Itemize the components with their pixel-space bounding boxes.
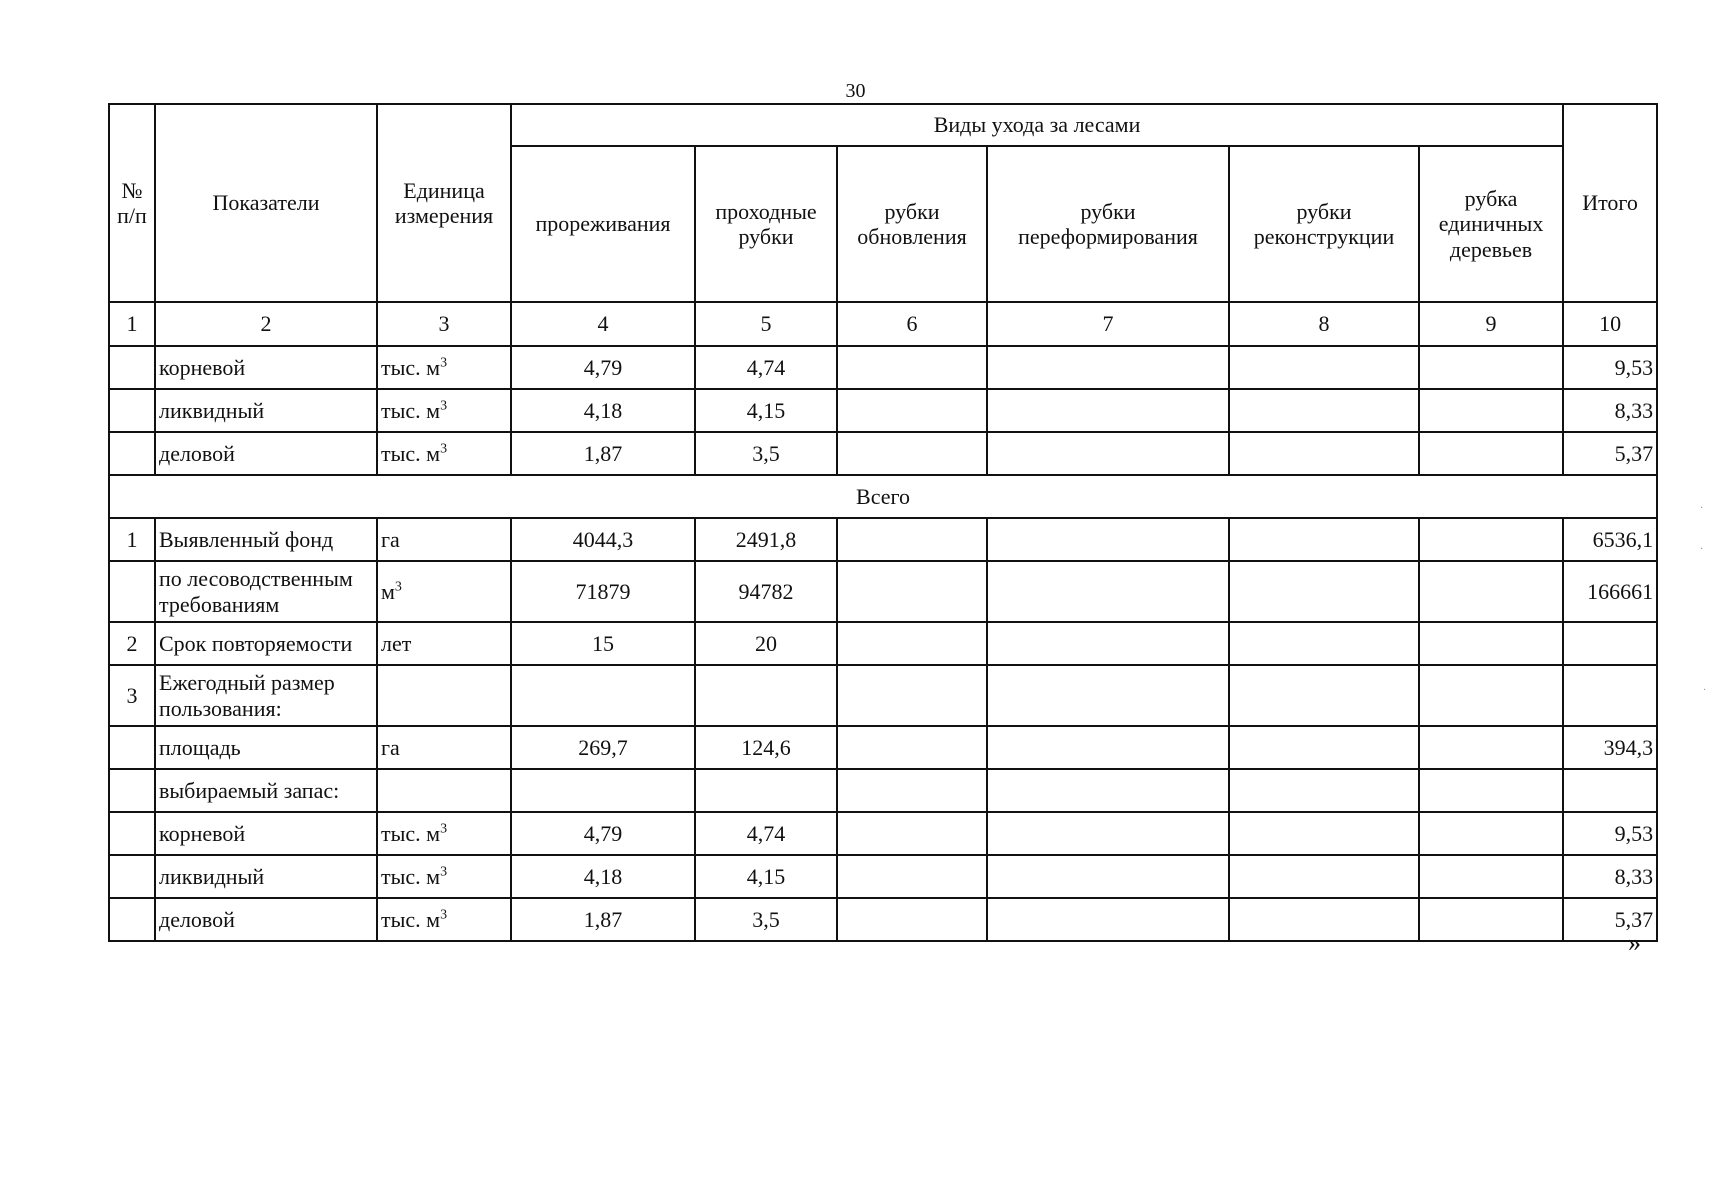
value-cell — [837, 622, 987, 665]
value-cell — [1229, 898, 1419, 941]
value-cell — [987, 346, 1229, 389]
header-type: рубки реконструкции — [1229, 146, 1419, 302]
value-cell — [1419, 346, 1563, 389]
top-rows — [109, 346, 1657, 475]
total-cell: 394,3 — [1563, 726, 1657, 769]
total-cell: 5,37 — [1563, 898, 1657, 941]
row-indicator: по лесоводственным требованиям — [155, 561, 377, 622]
value-cell — [987, 518, 1229, 561]
value-cell — [837, 812, 987, 855]
value-cell — [1229, 665, 1419, 726]
row-indicator: деловой — [155, 898, 377, 941]
header-row-1 — [109, 104, 1657, 146]
header-unit: Единица измерения — [377, 104, 511, 302]
header-num: № п/п — [109, 104, 155, 302]
total-cell: 8,33 — [1563, 855, 1657, 898]
value-cell — [1229, 518, 1419, 561]
value-cell — [1229, 389, 1419, 432]
continuation-mark: » — [1628, 928, 1641, 957]
scan-mark: · — [1703, 685, 1707, 696]
total-cell — [1563, 769, 1657, 812]
row-number: 1 — [109, 518, 155, 561]
unit-superscript: 3 — [440, 355, 448, 371]
row-unit — [377, 726, 511, 769]
column-number: 5 — [695, 302, 837, 346]
value-cell — [837, 432, 987, 475]
table-row — [109, 561, 1657, 622]
value-cell: 1,87 — [511, 432, 695, 475]
value-cell — [837, 389, 987, 432]
table-row — [109, 726, 1657, 769]
row-indicator: ликвидный — [155, 855, 377, 898]
value-cell: 4,15 — [695, 389, 837, 432]
row-number — [109, 561, 155, 622]
value-cell — [837, 346, 987, 389]
unit-text: м — [381, 578, 395, 604]
unit-text: тыс. м — [381, 440, 441, 466]
row-number — [109, 432, 155, 475]
scan-mark: · — [1700, 544, 1704, 555]
unit-superscript: 3 — [440, 821, 448, 837]
value-cell — [1229, 769, 1419, 812]
value-cell — [1419, 622, 1563, 665]
value-cell — [837, 665, 987, 726]
value-cell: 124,6 — [695, 726, 837, 769]
header-type: проходные рубки — [695, 146, 837, 302]
value-cell — [987, 898, 1229, 941]
value-cell: 269,7 — [511, 726, 695, 769]
value-cell — [1229, 726, 1419, 769]
value-cell — [987, 812, 1229, 855]
value-cell — [511, 665, 695, 726]
total-cell: 5,37 — [1563, 432, 1657, 475]
row-unit — [377, 769, 511, 812]
value-cell — [1419, 561, 1563, 622]
total-cell — [1563, 622, 1657, 665]
row-unit — [377, 812, 511, 855]
value-cell — [837, 855, 987, 898]
table-row — [109, 665, 1657, 726]
value-cell — [1229, 855, 1419, 898]
value-cell — [987, 726, 1229, 769]
value-cell — [1419, 855, 1563, 898]
unit-superscript: 3 — [440, 907, 448, 923]
unit-superscript: 3 — [440, 398, 448, 414]
column-number: 4 — [511, 302, 695, 346]
row-indicator: корневой — [155, 346, 377, 389]
table-row — [109, 389, 1657, 432]
header-care-types-group: Виды ухода за лесами — [511, 104, 1563, 146]
column-number-row — [109, 302, 1657, 346]
value-cell: 3,5 — [695, 432, 837, 475]
row-number — [109, 346, 155, 389]
value-cell: 4,18 — [511, 855, 695, 898]
value-cell — [837, 518, 987, 561]
row-number — [109, 898, 155, 941]
row-number — [109, 855, 155, 898]
value-cell — [1419, 518, 1563, 561]
row-unit — [377, 561, 511, 622]
value-cell — [1229, 561, 1419, 622]
value-cell — [1419, 769, 1563, 812]
table-row — [109, 812, 1657, 855]
table-row — [109, 518, 1657, 561]
value-cell — [1229, 622, 1419, 665]
value-cell: 4,74 — [695, 346, 837, 389]
value-cell — [1229, 432, 1419, 475]
row-unit — [377, 622, 511, 665]
row-number — [109, 726, 155, 769]
row-number — [109, 389, 155, 432]
value-cell — [987, 432, 1229, 475]
row-unit — [377, 432, 511, 475]
row-indicator: деловой — [155, 432, 377, 475]
table-row — [109, 432, 1657, 475]
value-cell: 94782 — [695, 561, 837, 622]
unit-text: тыс. м — [381, 863, 441, 889]
row-unit — [377, 665, 511, 726]
page-number: 30 — [845, 80, 866, 102]
value-cell: 2491,8 — [695, 518, 837, 561]
value-cell — [1419, 898, 1563, 941]
value-cell: 4044,3 — [511, 518, 695, 561]
value-cell: 4,79 — [511, 812, 695, 855]
table-row — [109, 898, 1657, 941]
value-cell — [1419, 389, 1563, 432]
value-cell — [987, 855, 1229, 898]
value-cell — [837, 726, 987, 769]
unit-text: га — [381, 734, 400, 760]
bottom-rows — [109, 518, 1657, 941]
value-cell: 4,74 — [695, 812, 837, 855]
value-cell — [987, 389, 1229, 432]
row-indicator: Срок повторяемости — [155, 622, 377, 665]
column-number: 9 — [1419, 302, 1563, 346]
value-cell — [695, 665, 837, 726]
value-cell — [1229, 812, 1419, 855]
row-indicator: площадь — [155, 726, 377, 769]
row-unit — [377, 855, 511, 898]
row-unit — [377, 346, 511, 389]
column-number: 7 — [987, 302, 1229, 346]
value-cell: 20 — [695, 622, 837, 665]
unit-superscript: 3 — [440, 441, 448, 457]
header-type: рубки обновления — [837, 146, 987, 302]
column-number: 6 — [837, 302, 987, 346]
unit-text: га — [381, 526, 400, 552]
column-number: 10 — [1563, 302, 1657, 346]
value-cell — [1419, 432, 1563, 475]
value-cell — [1229, 346, 1419, 389]
value-cell — [837, 898, 987, 941]
column-number: 3 — [377, 302, 511, 346]
table-row — [109, 855, 1657, 898]
row-indicator: Ежегодный размер пользования: — [155, 665, 377, 726]
value-cell — [987, 665, 1229, 726]
column-number: 1 — [109, 302, 155, 346]
table-row — [109, 622, 1657, 665]
section-title: Всего — [109, 475, 1657, 518]
row-indicator: корневой — [155, 812, 377, 855]
scan-mark: · — [1700, 503, 1704, 514]
header-type: рубка единичных деревьев — [1419, 146, 1563, 302]
value-cell — [1419, 726, 1563, 769]
table-row — [109, 769, 1657, 812]
row-unit — [377, 518, 511, 561]
row-number: 3 — [109, 665, 155, 726]
section-row — [109, 475, 1657, 518]
unit-text: тыс. м — [381, 906, 441, 932]
header-type: прореживания — [511, 146, 695, 302]
value-cell: 4,15 — [695, 855, 837, 898]
value-cell — [987, 561, 1229, 622]
unit-text: тыс. м — [381, 397, 441, 423]
row-unit — [377, 898, 511, 941]
value-cell: 4,18 — [511, 389, 695, 432]
value-cell — [837, 769, 987, 812]
value-cell — [837, 561, 987, 622]
row-indicator: ликвидный — [155, 389, 377, 432]
forest-care-table — [108, 103, 1658, 942]
value-cell: 1,87 — [511, 898, 695, 941]
total-cell: 6536,1 — [1563, 518, 1657, 561]
total-cell: 9,53 — [1563, 346, 1657, 389]
value-cell — [987, 622, 1229, 665]
unit-superscript: 3 — [394, 579, 402, 595]
value-cell: 3,5 — [695, 898, 837, 941]
row-number — [109, 769, 155, 812]
total-cell: 166661 — [1563, 561, 1657, 622]
total-cell: 9,53 — [1563, 812, 1657, 855]
value-cell — [511, 769, 695, 812]
row-number: 2 — [109, 622, 155, 665]
total-cell: 8,33 — [1563, 389, 1657, 432]
value-cell — [987, 769, 1229, 812]
table-row — [109, 346, 1657, 389]
total-cell — [1563, 665, 1657, 726]
unit-text: лет — [381, 630, 412, 656]
value-cell: 4,79 — [511, 346, 695, 389]
value-cell — [1419, 812, 1563, 855]
header-total: Итого — [1563, 104, 1657, 302]
column-number: 8 — [1229, 302, 1419, 346]
header-indicators: Показатели — [155, 104, 377, 302]
section-header — [109, 475, 1657, 518]
value-cell: 15 — [511, 622, 695, 665]
row-unit — [377, 389, 511, 432]
unit-superscript: 3 — [440, 864, 448, 880]
value-cell: 71879 — [511, 561, 695, 622]
row-number — [109, 812, 155, 855]
unit-text: тыс. м — [381, 354, 441, 380]
row-indicator: выбираемый запас: — [155, 769, 377, 812]
row-indicator: Выявленный фонд — [155, 518, 377, 561]
value-cell — [1419, 665, 1563, 726]
unit-text: тыс. м — [381, 820, 441, 846]
header-type: рубки переформирования — [987, 146, 1229, 302]
column-number: 2 — [155, 302, 377, 346]
value-cell — [695, 769, 837, 812]
